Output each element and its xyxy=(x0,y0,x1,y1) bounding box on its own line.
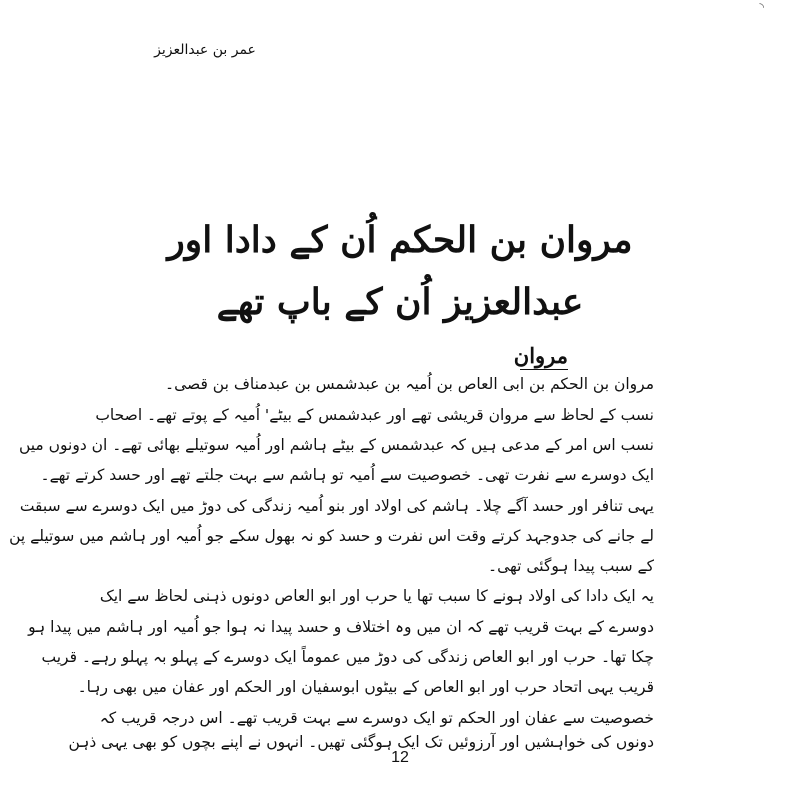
page-number: 12 xyxy=(391,749,409,766)
corner-mark: ◝ xyxy=(759,0,764,14)
body-line: قریب یہی اتحاد حرب اور ابو العاص کے بیٹوں ابوسفیان اور الحکم اور عفان میں بھی رہا۔ xyxy=(77,678,654,696)
body-line: ایک دوسرے سے نفرت تھی۔ خصوصیت سے اُمیہ تو ہاشم سے بہت جلتے تھے اور حسد کرتے تھے۔ xyxy=(40,466,654,484)
body-line: یہ ایک دادا کی اولاد ہونے کا سبب تھا یا حرب اور ابو العاص دونوں ذہنی لحاظ سے ایک xyxy=(99,587,654,605)
body-line: نسب کے لحاظ سے مروان قریشی تھے اور عبدشمس کے بیٹے' اُمیہ کے پوتے تھے۔ اصحاب xyxy=(95,406,654,424)
chapter-title-line-2: عبدالعزیز اُن کے باپ تھے xyxy=(216,281,584,323)
body-line: لے جانے کی جدوجہد کرتے وقت اس نفرت و حسد کو نہ بھول سکے جو اُمیہ اور ہاشم میں سوتیلے پن xyxy=(9,527,654,545)
chapter-title-line-1: مروان بن الحکم اُن کے دادا اور xyxy=(167,219,633,261)
body-line: دوسرے کے بہت قریب تھے کہ ان میں وہ اختلاف و حسد پیدا نہ ہوا جو اُمیہ اور ہاشم میں پیدا ہو xyxy=(28,618,654,636)
body-line: خصوصیت سے عفان اور الحکم تو ایک دوسرے سے بہت قریب تھے۔ اس درجہ قریب کہ xyxy=(99,709,654,727)
body-line: دونوں کی خواہشیں اور آرزوئیں تک ایک ہوگئی تھیں۔ انہوں نے اپنے بچوں کو بھی یہی ذہن xyxy=(68,733,654,751)
body-line: یہی تنافر اور حسد آگے چلا۔ ہاشم کی اولاد اور بنو اُمیہ زندگی کی دوڑ میں ایک دوسرے سے سبقت xyxy=(19,497,654,515)
running-head: عمر بن عبدالعزیز xyxy=(154,42,256,58)
body-line: مروان بن الحکم بن ابی العاص بن اُمیہ بن عبدشمس بن عبدمناف بن قصی۔ xyxy=(165,375,654,393)
body-line: چکا تھا۔ حرب اور ابو العاص زندگی کی دوڑ میں عموماً ایک دوسرے کے پہلو بہ پہلو رہے۔ قریب xyxy=(41,648,654,666)
body-line: نسب اس امر کے مدعی ہیں کہ عبدشمس کے بیٹے ہاشم اور اُمیہ سوتیلے بھائی تھے۔ ان دونوں میں xyxy=(18,436,654,454)
section-heading: مروان xyxy=(513,343,568,368)
body-line: کے سبب پیدا ہوگئی تھی۔ xyxy=(487,557,654,575)
